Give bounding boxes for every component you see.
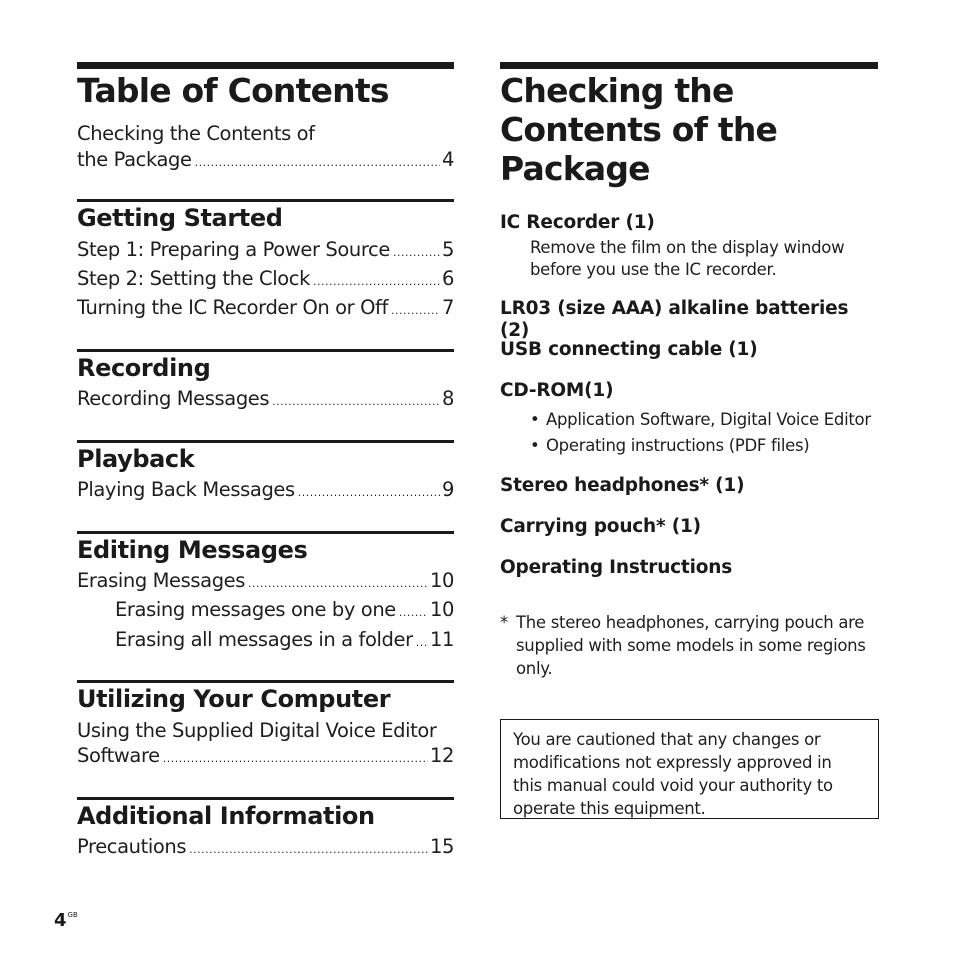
- section-rule: [77, 531, 454, 534]
- bullet-icon: •: [530, 410, 540, 429]
- section-heading-recording: Recording: [77, 354, 211, 382]
- toc-entry-label: Step 2: Setting the Clock: [77, 267, 310, 290]
- footnote-mark: *: [500, 613, 508, 632]
- item-ic-recorder: IC Recorder (1): [500, 212, 655, 233]
- toc-entry-page: 9: [441, 478, 454, 501]
- footnote-line: supplied with some models in some regions: [516, 636, 866, 655]
- title-rule: [500, 62, 878, 69]
- item-cdrom: CD-ROM(1): [500, 380, 614, 401]
- toc-entry-setting-clock[interactable]: [77, 267, 454, 294]
- toc-entry-page: 10: [429, 569, 454, 592]
- toc-entry-page: 11: [429, 628, 454, 651]
- item-ic-recorder-desc: [530, 237, 870, 281]
- item-pouch: Carrying pouch* (1): [500, 516, 701, 537]
- footnote-line: only.: [516, 659, 553, 678]
- section-rule: [77, 797, 454, 800]
- toc-entry-erasing-messages[interactable]: [77, 569, 454, 596]
- toc-entry-label: Playing Back Messages: [77, 478, 295, 501]
- leader-dots: [399, 601, 428, 625]
- bullet-text: Application Software, Digital Voice Editor: [546, 410, 871, 429]
- leader-dots: [195, 151, 440, 175]
- leader-dots: [416, 631, 428, 655]
- caution-line: modifications not expressly approved in: [513, 753, 832, 772]
- page-number-suffix: GB: [67, 911, 78, 919]
- toc-entry-label: Erasing messages one by one: [115, 598, 396, 621]
- toc-entry-erasing-all[interactable]: [115, 628, 454, 655]
- toc-entry-label: Erasing all messages in a folder: [115, 628, 413, 651]
- caution-box: [500, 719, 879, 819]
- toc-entry-software[interactable]: [77, 744, 454, 771]
- footnote: [500, 611, 878, 680]
- caution-line: You are cautioned that any changes or: [513, 730, 821, 749]
- toc-entry-precautions[interactable]: [77, 835, 454, 862]
- leader-dots: [189, 838, 428, 862]
- page-number-value: 4: [54, 910, 67, 931]
- desc-line: before you use the IC recorder.: [530, 260, 777, 279]
- toc-entry-label: Turning the IC Recorder On or Off: [77, 296, 388, 319]
- toc-entry-package[interactable]: [77, 148, 454, 175]
- toc-entry-recording-messages[interactable]: [77, 387, 454, 414]
- caution-line: operate this equipment.: [513, 799, 706, 818]
- toc-entry-playing-back[interactable]: [77, 478, 454, 505]
- section-heading-computer: Utilizing Your Computer: [77, 685, 391, 713]
- section-rule: [77, 680, 454, 683]
- toc-entry-page: 12: [429, 744, 454, 767]
- package-title-line2: Contents of the: [500, 110, 778, 149]
- bullet-text: Operating instructions (PDF files): [546, 436, 810, 455]
- toc-entry-power-source[interactable]: [77, 238, 454, 265]
- toc-entry-page: 5: [441, 238, 454, 261]
- package-title-line3: Package: [500, 149, 650, 188]
- leader-dots: [272, 390, 440, 414]
- desc-line: Remove the film on the display window: [530, 238, 845, 257]
- toc-entry-label: Recording Messages: [77, 387, 270, 410]
- item-instructions: Operating Instructions: [500, 557, 733, 578]
- toc-entry-erasing-one[interactable]: [115, 598, 454, 625]
- section-heading-getting-started: Getting Started: [77, 204, 283, 232]
- item-headphones: Stereo headphones* (1): [500, 475, 745, 496]
- bullet-icon: •: [530, 436, 540, 455]
- toc-entry-page: 4: [441, 148, 454, 171]
- list-item: [530, 409, 871, 431]
- section-heading-editing: Editing Messages: [77, 536, 308, 564]
- toc-entry-page: 8: [441, 387, 454, 410]
- toc-entry-page: 10: [429, 598, 454, 621]
- toc-entry-label: Step 1: Preparing a Power Source: [77, 238, 390, 261]
- section-rule: [77, 199, 454, 202]
- toc-entry-page: 6: [441, 267, 454, 290]
- toc-intro-line1: Checking the Contents of: [77, 122, 315, 145]
- toc-entry-software-line1: Using the Supplied Digital Voice Editor: [77, 719, 437, 742]
- item-usb-cable: USB connecting cable (1): [500, 339, 758, 360]
- footnote-line: The stereo headphones, carrying pouch are: [516, 613, 865, 632]
- package-title: [500, 71, 777, 188]
- section-rule: [77, 440, 454, 443]
- toc-entry-label: Software: [77, 744, 160, 767]
- section-heading-playback: Playback: [77, 445, 195, 473]
- section-heading-additional: Additional Information: [77, 802, 375, 830]
- list-item: [530, 435, 809, 457]
- leader-dots: [298, 481, 440, 505]
- toc-entry-page: 15: [429, 835, 454, 858]
- toc-entry-label: the Package: [77, 148, 192, 171]
- item-batteries: LR03 (size AAA) alkaline batteries (2): [500, 298, 849, 341]
- leader-dots: [393, 241, 440, 265]
- caution-line: this manual could void your authority to: [513, 776, 833, 795]
- leader-dots: [391, 299, 440, 323]
- toc-entry-label: Precautions: [77, 835, 187, 858]
- toc-entry-label: Erasing Messages: [77, 569, 246, 592]
- page-number: [54, 910, 78, 931]
- package-title-line1: Checking the: [500, 71, 734, 110]
- section-rule: [77, 349, 454, 352]
- toc-title: Table of Contents: [77, 71, 389, 110]
- leader-dots: [163, 747, 428, 771]
- leader-dots: [248, 572, 428, 596]
- toc-entry-on-off[interactable]: [77, 296, 454, 323]
- leader-dots: [313, 270, 440, 294]
- toc-entry-page: 7: [441, 296, 454, 319]
- title-rule: [77, 62, 454, 69]
